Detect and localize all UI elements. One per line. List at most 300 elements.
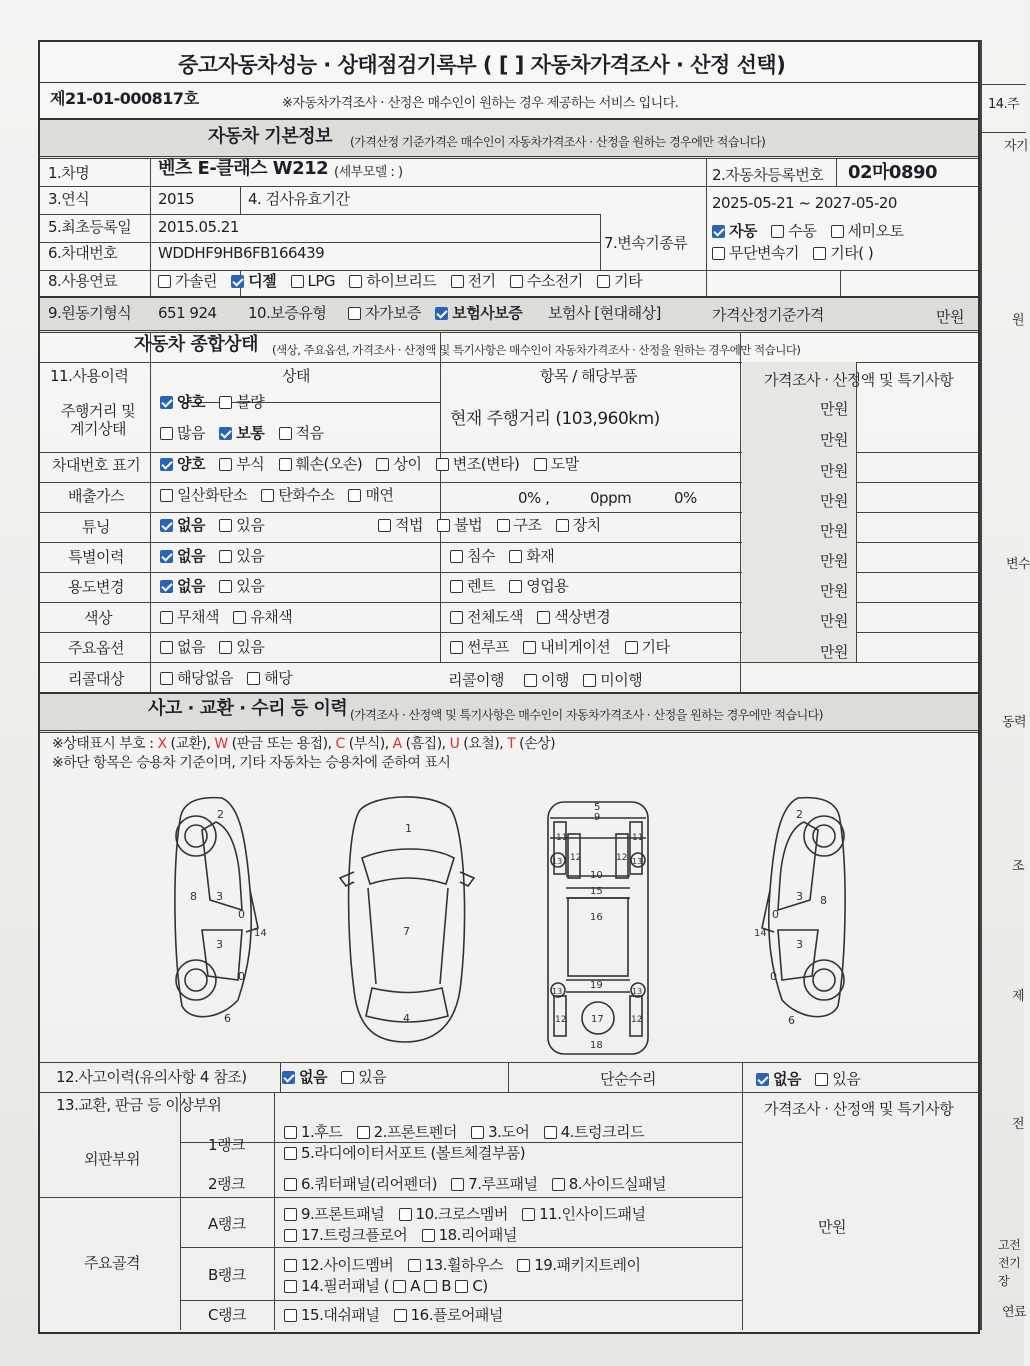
rankB-pillar xyxy=(284,1277,488,1295)
vin-mark-label: 차대번호 표기 xyxy=(52,456,141,474)
checkbox-icon[interactable] xyxy=(284,1229,297,1242)
first-reg-value: 2015.05.21 xyxy=(158,218,239,236)
tuning-options xyxy=(160,516,274,534)
accident-section-note: (가격조사 · 산정액 및 특기사항은 매수인이 자동차가격조사 · 산정을 원하는 경우에만 적습니다) xyxy=(350,708,823,722)
svg-text:5: 5 xyxy=(594,802,601,813)
color-chromatic[interactable]: 유채색 xyxy=(233,608,292,626)
strip-label: 조 xyxy=(1012,859,1025,874)
svg-text:8: 8 xyxy=(190,890,197,903)
doc-number: 제21-01-000817호 xyxy=(50,89,199,108)
tuning-label: 튜닝 xyxy=(82,518,110,536)
tuning-none[interactable]: 없음 xyxy=(160,516,205,534)
special-items xyxy=(450,547,564,565)
emission-hc-value: 0ppm xyxy=(590,489,632,507)
tuning-legal[interactable]: 적법 xyxy=(378,516,423,534)
recall-label: 리콜대상 xyxy=(68,670,124,688)
checkbox-icon[interactable] xyxy=(815,1073,828,1086)
svg-text:19: 19 xyxy=(590,980,603,991)
special-options xyxy=(160,547,274,565)
car-name-sub: (세부모델 : ) xyxy=(334,165,403,180)
checkbox-icon[interactable] xyxy=(436,458,449,471)
checkbox-icon[interactable] xyxy=(597,275,610,288)
checkbox-icon[interactable] xyxy=(537,611,550,624)
svg-text:15: 15 xyxy=(590,886,603,897)
checkbox-icon[interactable] xyxy=(450,611,463,624)
checkbox-icon[interactable] xyxy=(524,674,537,687)
simple-repair-label: 단순수리 xyxy=(600,1070,656,1088)
vin-mark-good[interactable]: 양호 xyxy=(160,455,205,473)
emission-options xyxy=(160,486,403,504)
color-items xyxy=(450,608,620,626)
accident-yes[interactable]: 있음 xyxy=(341,1068,386,1086)
trans-auto[interactable]: 자동 xyxy=(712,222,757,240)
checkbox-icon[interactable] xyxy=(534,458,547,471)
tuning-yes[interactable]: 있음 xyxy=(219,516,264,534)
checkbox-icon[interactable] xyxy=(160,427,173,440)
rankA-items-b xyxy=(284,1226,527,1244)
rank1-items-a xyxy=(284,1123,654,1141)
pillar-a[interactable]: A xyxy=(393,1277,420,1295)
emission-co[interactable]: 일산화탄소 xyxy=(160,486,247,504)
part-front-panel[interactable]: 9.프론트패널 xyxy=(284,1205,384,1223)
part-cross-member[interactable]: 10.크로스멤버 xyxy=(399,1205,508,1223)
part-package-tray[interactable]: 19.패키지트레이 xyxy=(517,1256,640,1274)
vin-value: WDDHF9HB6FB166439 xyxy=(158,244,325,262)
status-section-note: (색상, 주요옵션, 가격조사 · 산정액 및 특기사항은 매수인이 자동차가격조사 · 산정을 원하는 경우에만 적습니다) xyxy=(272,343,801,357)
checkbox-checked-icon[interactable] xyxy=(160,550,173,563)
price-unit: 만원 xyxy=(820,552,848,570)
price-unit: 만원 xyxy=(820,582,848,600)
svg-text:13: 13 xyxy=(552,987,563,996)
strip-label: 14.주 xyxy=(988,97,1020,112)
basic-section-note: (가격산정 기준가격은 매수인이 자동차가격조사 · 산정을 원하는 경우에만 적습니다) xyxy=(350,135,766,149)
frame-label: 주요골격 xyxy=(84,1254,140,1272)
svg-text:3: 3 xyxy=(796,938,803,951)
checkbox-icon[interactable] xyxy=(394,1309,407,1322)
vin-mark-mismatch[interactable]: 상이 xyxy=(376,455,421,473)
part-rear-panel[interactable]: 18.리어패널 xyxy=(422,1226,517,1244)
checkbox-checked-icon[interactable] xyxy=(160,580,173,593)
svg-text:4: 4 xyxy=(403,1012,410,1025)
car-diagrams xyxy=(150,780,990,1060)
svg-text:0: 0 xyxy=(238,908,245,921)
recall-do-options xyxy=(524,671,652,689)
checkbox-icon[interactable] xyxy=(158,275,171,288)
part-side-sill[interactable]: 8.사이드실패널 xyxy=(552,1175,666,1193)
color-options xyxy=(160,608,302,626)
checkbox-icon[interactable] xyxy=(422,1229,435,1242)
checkbox-icon[interactable] xyxy=(160,611,173,624)
checkbox-icon[interactable] xyxy=(284,1309,297,1322)
accident-history-label: 12.사고이력(유의사항 4 참조) xyxy=(56,1068,247,1086)
emission-label: 배출가스 xyxy=(68,487,124,505)
strip-label: 원 xyxy=(1012,313,1025,328)
option-navigation[interactable]: 내비게이션 xyxy=(523,638,610,656)
legend: ※상태표시 부호 : X (교환), W (판금 또는 용접), C (부식), A (흠집), U (요철), T (손상) xyxy=(52,736,556,752)
svg-text:18: 18 xyxy=(590,1040,603,1051)
checkbox-icon[interactable] xyxy=(349,275,362,288)
checkbox-icon[interactable] xyxy=(219,550,232,563)
mileage-bad[interactable]: 불량 xyxy=(219,393,264,411)
checkbox-icon[interactable] xyxy=(219,519,232,532)
svg-text:12: 12 xyxy=(570,853,582,863)
car-underbody-diagram xyxy=(548,802,648,1054)
vin-mark-painted[interactable]: 도말 xyxy=(534,455,579,473)
svg-text:11: 11 xyxy=(632,833,644,843)
part-wheel-house[interactable]: 13.휠하우스 xyxy=(408,1256,503,1274)
svg-text:12: 12 xyxy=(616,853,628,863)
service-note: ※자동차가격조사 · 산정은 매수인이 원하는 경우 제공하는 서비스 입니다. xyxy=(282,96,679,111)
pillar-c[interactable]: C) xyxy=(455,1277,487,1295)
svg-text:6: 6 xyxy=(224,1012,231,1025)
rankC-label: C랭크 xyxy=(208,1306,246,1324)
checkbox-icon[interactable] xyxy=(399,1208,412,1221)
checkbox-checked-icon[interactable] xyxy=(435,307,448,320)
checkbox-icon[interactable] xyxy=(357,1126,370,1139)
fuel-other[interactable]: 기타 xyxy=(597,272,642,290)
checkbox-icon[interactable] xyxy=(437,519,450,532)
rankA-label: A랭크 xyxy=(208,1215,246,1233)
checkbox-icon[interactable] xyxy=(497,519,510,532)
color-change[interactable]: 색상변경 xyxy=(537,608,610,626)
svg-text:3: 3 xyxy=(796,890,803,903)
recall-do-label: 리콜이행 xyxy=(448,671,504,689)
checkbox-icon[interactable] xyxy=(544,1126,557,1139)
strip-label: 연료 xyxy=(1002,1305,1027,1320)
svg-text:12: 12 xyxy=(555,1015,567,1025)
checkbox-icon[interactable] xyxy=(510,275,523,288)
checkbox-icon[interactable] xyxy=(279,427,292,440)
checkbox-icon[interactable] xyxy=(522,1208,535,1221)
reg-no-label: 2.자동차등록번호 xyxy=(712,166,824,184)
year-label: 3.연식 xyxy=(48,190,90,208)
trans-label: 7.변속기종류 xyxy=(604,234,688,252)
trans-cvt[interactable]: 무단변속기 xyxy=(712,244,799,262)
vin-mark-corrosion[interactable]: 부식 xyxy=(219,455,264,473)
checkbox-icon[interactable] xyxy=(279,458,292,471)
checkbox-icon[interactable] xyxy=(284,1126,297,1139)
recall-done[interactable]: 이행 xyxy=(524,671,569,689)
svg-text:9: 9 xyxy=(594,812,601,823)
strip-label: 전 xyxy=(1012,1117,1025,1132)
rankB-items-a xyxy=(284,1256,651,1274)
first-reg-label: 5.최초등록일 xyxy=(48,218,132,236)
checkbox-checked-icon[interactable] xyxy=(756,1073,769,1086)
price-base-label: 가격산정기준가격 xyxy=(712,306,824,324)
color-label: 색상 xyxy=(84,609,112,627)
checkbox-icon[interactable] xyxy=(450,580,463,593)
checkbox-icon[interactable] xyxy=(247,672,260,685)
usage-rent[interactable]: 렌트 xyxy=(450,577,495,595)
strip-label: 제 xyxy=(1012,989,1025,1004)
checkbox-icon[interactable] xyxy=(261,489,274,502)
option-none[interactable]: 없음 xyxy=(160,638,205,656)
svg-text:13: 13 xyxy=(632,857,643,866)
svg-text:2: 2 xyxy=(796,808,803,821)
strip-label: 자기 xyxy=(1004,139,1029,154)
svg-text:13: 13 xyxy=(552,857,563,866)
svg-text:17: 17 xyxy=(591,1014,604,1025)
checkbox-icon[interactable] xyxy=(509,550,522,563)
svg-text:2: 2 xyxy=(217,808,224,821)
item-header: 항목 / 해당부품 xyxy=(540,367,638,385)
trans-other[interactable]: 기타( ) xyxy=(813,244,873,262)
part-dash-panel[interactable]: 15.대쉬패널 xyxy=(284,1306,379,1324)
fuel-label: 8.사용연료 xyxy=(48,272,118,290)
svg-text:7: 7 xyxy=(403,925,410,938)
checkbox-icon[interactable] xyxy=(348,307,361,320)
vin-mark-options xyxy=(160,455,589,473)
option-options xyxy=(160,638,274,656)
checkbox-icon[interactable] xyxy=(219,458,232,471)
svg-text:0: 0 xyxy=(772,908,779,921)
trans-semi[interactable]: 세미오토 xyxy=(831,222,904,240)
checkbox-icon[interactable] xyxy=(219,396,232,409)
warranty-self[interactable]: 자가보증 xyxy=(348,304,421,322)
checkbox-icon[interactable] xyxy=(523,641,536,654)
checkbox-checked-icon[interactable] xyxy=(160,396,173,409)
checkbox-icon[interactable] xyxy=(284,1147,297,1160)
price-unit: 만원 xyxy=(820,462,848,480)
price-unit: 만원 xyxy=(820,643,848,661)
checkbox-icon[interactable] xyxy=(583,674,596,687)
parts-label: 13.교환, 판금 등 이상부위 xyxy=(56,1096,222,1114)
part-pillar-panel[interactable]: 14.필러패널 ( xyxy=(284,1277,389,1295)
part-quarter-panel[interactable]: 6.쿼터패널(리어펜더) xyxy=(284,1175,437,1193)
part-roof-panel[interactable]: 7.루프패널 xyxy=(451,1175,537,1193)
emission-co-value: 0% , xyxy=(518,489,550,507)
checkbox-checked-icon[interactable] xyxy=(231,275,244,288)
mileage-many[interactable]: 많음 xyxy=(160,424,205,442)
recall-options xyxy=(160,669,302,687)
part-floor-panel[interactable]: 16.플로어패널 xyxy=(394,1306,503,1324)
car-top-diagram xyxy=(340,797,474,1042)
checkbox-checked-icon[interactable] xyxy=(712,225,725,238)
color-full-paint[interactable]: 전체도색 xyxy=(450,608,523,626)
emission-smoke-value: 0% xyxy=(674,489,697,507)
parts-price-header: 가격조사 · 산정액 및 특기사항 xyxy=(764,1100,954,1118)
checkbox-icon[interactable] xyxy=(509,580,522,593)
strip-label: 동력 xyxy=(1002,715,1027,730)
option-label: 주요옵션 xyxy=(68,639,124,657)
checkbox-icon[interactable] xyxy=(284,1208,297,1221)
basic-section-title: 자동차 기본정보 xyxy=(208,126,332,147)
part-inside-panel[interactable]: 11.인사이드패널 xyxy=(522,1205,645,1223)
part-front-fender[interactable]: 2.프론트펜더 xyxy=(357,1123,457,1141)
price-base-unit: 만원 xyxy=(936,308,964,326)
rank1-items-b xyxy=(284,1144,525,1162)
usage-label: 용도변경 xyxy=(68,578,124,596)
svg-text:3: 3 xyxy=(216,938,223,951)
special-none[interactable]: 없음 xyxy=(160,547,205,565)
simple-repair-none[interactable]: 없음 xyxy=(756,1070,801,1088)
svg-text:11: 11 xyxy=(556,833,568,843)
fuel-diesel[interactable]: 디젤 xyxy=(231,272,276,290)
vin-mark-altered[interactable]: 변조(변타) xyxy=(436,455,520,473)
svg-text:16: 16 xyxy=(590,912,603,923)
checkbox-icon[interactable] xyxy=(291,275,304,288)
tuning-device[interactable]: 장치 xyxy=(556,516,601,534)
svg-text:3: 3 xyxy=(216,890,223,903)
mileage-few[interactable]: 적음 xyxy=(279,424,324,442)
part-side-member[interactable]: 12.사이드멤버 xyxy=(284,1256,393,1274)
emission-hc[interactable]: 탄화수소 xyxy=(261,486,334,504)
fuel-options xyxy=(158,272,652,290)
trans-options-row1 xyxy=(712,222,914,240)
checkbox-icon[interactable] xyxy=(160,641,173,654)
checkbox-icon[interactable] xyxy=(471,1126,484,1139)
fuel-hybrid[interactable]: 하이브리드 xyxy=(349,272,436,290)
svg-text:13: 13 xyxy=(632,987,643,996)
tuning-structure[interactable]: 구조 xyxy=(497,516,542,534)
option-yes[interactable]: 있음 xyxy=(219,638,264,656)
checkbox-icon[interactable] xyxy=(450,641,463,654)
emission-smoke[interactable]: 매연 xyxy=(348,486,393,504)
recall-none[interactable]: 해당없음 xyxy=(160,669,233,687)
outer-panel-label: 외판부위 xyxy=(84,1150,140,1168)
trans-options-row2 xyxy=(712,244,883,262)
usage-none[interactable]: 없음 xyxy=(160,577,205,595)
history-header: 11.사용이력 xyxy=(50,367,129,385)
status-section-title: 자동차 종합상태 xyxy=(134,334,258,355)
checkbox-icon[interactable] xyxy=(831,225,844,238)
year-value: 2015 xyxy=(158,190,195,208)
valid-value: 2025-05-21 ~ 2027-05-20 xyxy=(712,194,897,212)
checkbox-checked-icon[interactable] xyxy=(160,519,173,532)
part-trunk-lid[interactable]: 4.트렁크리드 xyxy=(544,1123,644,1141)
usage-items xyxy=(450,577,578,595)
checkbox-icon[interactable] xyxy=(424,1280,437,1293)
checkbox-icon[interactable] xyxy=(160,489,173,502)
parts-price-unit: 만원 xyxy=(818,1218,846,1236)
checkbox-icon[interactable] xyxy=(160,672,173,685)
mileage-value: 현재 주행거리 (103,960km) xyxy=(450,409,660,429)
checkbox-icon[interactable] xyxy=(556,519,569,532)
checkbox-icon[interactable] xyxy=(341,1071,354,1084)
checkbox-icon[interactable] xyxy=(625,641,638,654)
svg-text:14: 14 xyxy=(254,928,267,939)
checkbox-checked-icon[interactable] xyxy=(219,427,232,440)
mileage-row1 xyxy=(160,393,274,411)
car-name-value: 벤츠 E-클래스 W212 xyxy=(158,158,329,179)
usage-yes[interactable]: 있음 xyxy=(219,577,264,595)
trans-manual[interactable]: 수동 xyxy=(771,222,816,240)
checkbox-icon[interactable] xyxy=(284,1280,297,1293)
checkbox-icon[interactable] xyxy=(455,1280,468,1293)
reg-no-value: 02마0890 xyxy=(848,162,938,183)
price-header: 가격조사 · 산정액 및 특기사항 xyxy=(764,371,954,389)
strip-label: 고전 전기장 xyxy=(998,1238,1021,1288)
checkbox-icon[interactable] xyxy=(451,275,464,288)
price-unit: 만원 xyxy=(820,492,848,510)
rank2-items xyxy=(284,1175,676,1193)
part-trunk-floor[interactable]: 17.트렁크플로어 xyxy=(284,1226,407,1244)
checkbox-icon[interactable] xyxy=(771,225,784,238)
part-door[interactable]: 3.도어 xyxy=(471,1123,529,1141)
color-achromatic[interactable]: 무채색 xyxy=(160,608,219,626)
checkbox-icon[interactable] xyxy=(408,1259,421,1272)
special-fire[interactable]: 화재 xyxy=(509,547,554,565)
vin-mark-damage[interactable]: 훼손(오손) xyxy=(279,455,363,473)
rank2-label: 2랭크 xyxy=(208,1175,246,1193)
rankA-items-a xyxy=(284,1205,655,1223)
part-hood[interactable]: 1.후드 xyxy=(284,1123,342,1141)
fuel-electric[interactable]: 전기 xyxy=(451,272,496,290)
mileage-row2 xyxy=(160,424,334,442)
legend-note: ※하단 항목은 승용차 기준이며, 기타 자동차는 승용차에 준하여 표시 xyxy=(52,755,451,771)
part-radiator-support[interactable]: 5.라디에이터서포트 (볼트체결부품) xyxy=(284,1144,525,1162)
price-unit: 만원 xyxy=(820,522,848,540)
checkbox-icon[interactable] xyxy=(451,1178,464,1191)
simple-repair-options xyxy=(756,1070,870,1088)
checkbox-icon[interactable] xyxy=(219,641,232,654)
warranty-label: 10.보증유형 xyxy=(248,304,327,322)
svg-text:6: 6 xyxy=(788,1014,795,1027)
checkbox-icon[interactable] xyxy=(552,1178,565,1191)
accident-section-title: 사고 · 교환 · 수리 등 이력 xyxy=(148,698,348,719)
usage-options xyxy=(160,577,274,595)
checkbox-icon[interactable] xyxy=(284,1259,297,1272)
pillar-b[interactable]: B xyxy=(424,1277,451,1295)
checkbox-checked-icon[interactable] xyxy=(160,458,173,471)
special-yes[interactable]: 있음 xyxy=(219,547,264,565)
car-left-side-diagram xyxy=(175,798,267,1025)
checkbox-icon[interactable] xyxy=(348,489,361,502)
adjacent-page-strip xyxy=(980,40,1030,1330)
checkbox-icon[interactable] xyxy=(376,458,389,471)
mileage-label: 주행거리 및 계기상태 xyxy=(60,402,136,438)
svg-text:12: 12 xyxy=(631,1015,643,1025)
price-unit: 만원 xyxy=(820,431,848,449)
checkbox-icon[interactable] xyxy=(219,580,232,593)
fuel-hydrogen[interactable]: 수소전기 xyxy=(510,272,583,290)
option-other[interactable]: 기타 xyxy=(625,638,670,656)
checkbox-icon[interactable] xyxy=(284,1178,297,1191)
checkbox-icon[interactable] xyxy=(378,519,391,532)
rankB-label: B랭크 xyxy=(208,1266,246,1284)
recall-yes[interactable]: 해당 xyxy=(247,669,292,687)
warranty-insurance[interactable]: 보험사보증 xyxy=(435,304,522,322)
checkbox-icon[interactable] xyxy=(450,550,463,563)
valid-label: 4. 검사유효기간 xyxy=(248,190,350,208)
insurer: 보험사 [현대해상] xyxy=(548,304,661,322)
checkbox-icon[interactable] xyxy=(813,247,826,260)
option-items xyxy=(450,638,679,656)
checkbox-icon[interactable] xyxy=(393,1280,406,1293)
mileage-normal[interactable]: 보통 xyxy=(219,424,264,442)
rank1-label: 1랭크 xyxy=(208,1136,246,1154)
checkbox-icon[interactable] xyxy=(517,1259,530,1272)
svg-text:8: 8 xyxy=(820,894,827,907)
engine-label: 9.원동기형식 xyxy=(48,304,132,322)
checkbox-checked-icon[interactable] xyxy=(282,1071,295,1084)
special-flood[interactable]: 침수 xyxy=(450,547,495,565)
checkbox-icon[interactable] xyxy=(233,611,246,624)
tuning-illegal[interactable]: 불법 xyxy=(437,516,482,534)
option-sunroof[interactable]: 썬루프 xyxy=(450,638,509,656)
fuel-gasoline[interactable]: 가솔린 xyxy=(158,272,217,290)
accident-none[interactable]: 없음 xyxy=(282,1068,327,1086)
mileage-good[interactable]: 양호 xyxy=(160,393,205,411)
car-right-side-diagram xyxy=(754,798,845,1027)
recall-not-done[interactable]: 미이행 xyxy=(583,671,642,689)
simple-repair-yes[interactable]: 있음 xyxy=(815,1070,860,1088)
svg-text:1: 1 xyxy=(405,822,412,835)
fuel-lpg[interactable]: LPG xyxy=(291,272,336,290)
checkbox-icon[interactable] xyxy=(712,247,725,260)
car-name-label: 1.차명 xyxy=(48,164,90,182)
usage-business[interactable]: 영업용 xyxy=(509,577,568,595)
